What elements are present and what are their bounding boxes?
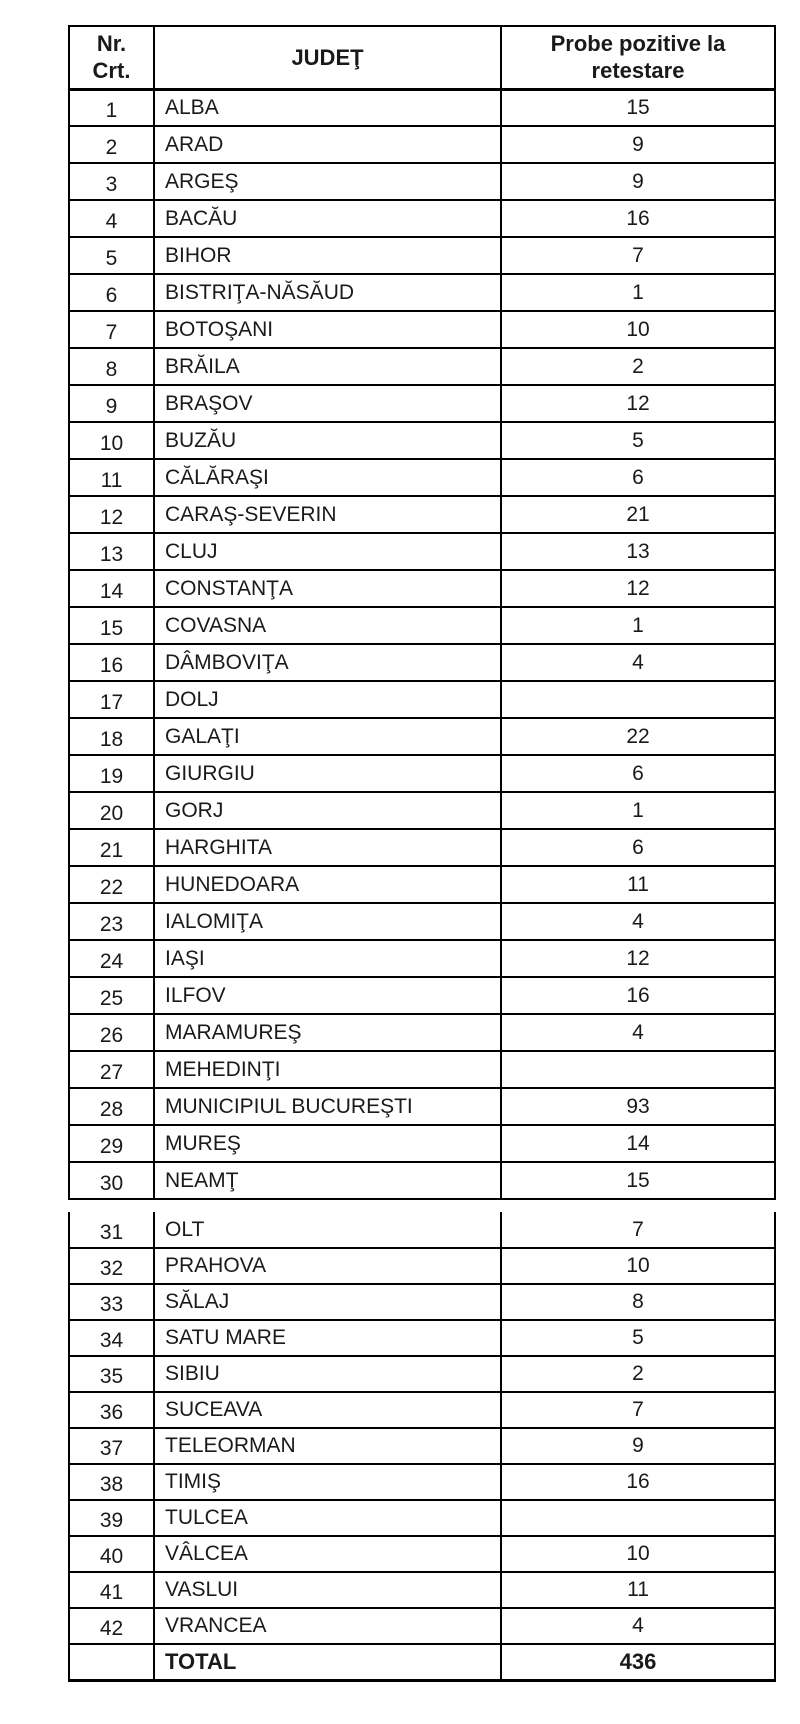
row-number-cell: 21 (69, 829, 154, 866)
county-name-cell: PRAHOVA (154, 1248, 501, 1284)
positive-count-cell (501, 1051, 775, 1088)
table-row (69, 422, 775, 459)
positive-count-cell: 4 (501, 903, 775, 940)
county-name-cell: SUCEAVA (154, 1392, 501, 1428)
county-table-section-2 (68, 1212, 776, 1682)
row-number-cell: 38 (69, 1464, 154, 1500)
county-name-cell: CĂLĂRAŞI (154, 459, 501, 496)
positive-count-cell: 10 (501, 311, 775, 348)
positive-count-cell: 22 (501, 718, 775, 755)
table-row (69, 1500, 775, 1536)
positive-count-cell: 16 (501, 1464, 775, 1500)
table-row (69, 1014, 775, 1051)
positive-count-cell: 10 (501, 1536, 775, 1572)
county-name-cell: ARGEŞ (154, 163, 501, 200)
positive-count-cell: 9 (501, 163, 775, 200)
county-name-cell: IALOMIŢA (154, 903, 501, 940)
positive-count-cell: 16 (501, 977, 775, 1014)
table-row (69, 89, 775, 126)
table-row (69, 1212, 775, 1248)
table-row (69, 755, 775, 792)
county-name-cell: ALBA (154, 89, 501, 126)
table-row (69, 1392, 775, 1428)
county-table-section-1 (68, 25, 776, 1200)
positive-count-cell: 7 (501, 1392, 775, 1428)
table-row (69, 348, 775, 385)
header-row (69, 26, 775, 89)
county-name-cell: MUREŞ (154, 1125, 501, 1162)
table-row (69, 200, 775, 237)
row-number-cell: 32 (69, 1248, 154, 1284)
positive-count-cell: 13 (501, 533, 775, 570)
positive-count-cell: 2 (501, 348, 775, 385)
table-row (69, 1320, 775, 1356)
row-number-cell: 42 (69, 1608, 154, 1644)
table-row (69, 1051, 775, 1088)
row-number-cell: 8 (69, 348, 154, 385)
positive-count-cell: 4 (501, 1014, 775, 1051)
positive-count-cell (501, 1500, 775, 1536)
positive-count-cell: 7 (501, 237, 775, 274)
row-number-cell: 40 (69, 1536, 154, 1572)
county-name-cell: GORJ (154, 792, 501, 829)
table-row (69, 607, 775, 644)
table-row (69, 977, 775, 1014)
table-row (69, 681, 775, 718)
row-number-cell: 23 (69, 903, 154, 940)
table-body-section-1 (69, 89, 775, 1199)
county-name-cell: BIHOR (154, 237, 501, 274)
table-row (69, 1428, 775, 1464)
row-number-cell: 5 (69, 237, 154, 274)
row-number-cell: 34 (69, 1320, 154, 1356)
table-row (69, 496, 775, 533)
row-number-cell: 22 (69, 866, 154, 903)
positive-count-cell: 10 (501, 1248, 775, 1284)
row-number-cell: 41 (69, 1572, 154, 1608)
row-number-cell: 7 (69, 311, 154, 348)
row-number-cell: 16 (69, 644, 154, 681)
table-row (69, 792, 775, 829)
positive-count-cell: 1 (501, 607, 775, 644)
row-number-cell: 19 (69, 755, 154, 792)
county-name-cell: CLUJ (154, 533, 501, 570)
county-name-cell: MUNICIPIUL BUCUREŞTI (154, 1088, 501, 1125)
table-body-section-2 (69, 1212, 775, 1644)
positive-count-cell: 6 (501, 755, 775, 792)
total-label-cell: TOTAL (154, 1644, 501, 1680)
positive-count-cell: 93 (501, 1088, 775, 1125)
row-number-cell: 30 (69, 1162, 154, 1199)
county-name-cell: HARGHITA (154, 829, 501, 866)
county-name-cell: TELEORMAN (154, 1428, 501, 1464)
county-name-cell: ARAD (154, 126, 501, 163)
county-name-cell: ILFOV (154, 977, 501, 1014)
row-number-cell: 20 (69, 792, 154, 829)
table-row (69, 311, 775, 348)
table-total-section (69, 1644, 775, 1680)
row-number-cell: 24 (69, 940, 154, 977)
row-number-cell: 1 (69, 89, 154, 126)
table-row (69, 940, 775, 977)
row-number-cell: 15 (69, 607, 154, 644)
county-name-cell: VÂLCEA (154, 1536, 501, 1572)
row-number-cell: 10 (69, 422, 154, 459)
table-row (69, 866, 775, 903)
positive-count-cell: 9 (501, 126, 775, 163)
county-name-cell: VASLUI (154, 1572, 501, 1608)
positive-count-cell: 14 (501, 1125, 775, 1162)
positive-count-cell: 6 (501, 459, 775, 496)
county-name-cell: DOLJ (154, 681, 501, 718)
table-row (69, 1162, 775, 1199)
positive-count-cell: 7 (501, 1212, 775, 1248)
row-number-cell: 28 (69, 1088, 154, 1125)
positive-count-cell: 1 (501, 274, 775, 311)
positive-count-cell: 2 (501, 1356, 775, 1392)
table-row (69, 385, 775, 422)
row-number-cell: 9 (69, 385, 154, 422)
table-row (69, 1608, 775, 1644)
table-row (69, 1356, 775, 1392)
county-name-cell: MEHEDINŢI (154, 1051, 501, 1088)
county-name-cell: TIMIŞ (154, 1464, 501, 1500)
positive-count-cell: 12 (501, 385, 775, 422)
table-row (69, 237, 775, 274)
county-name-cell: VRANCEA (154, 1608, 501, 1644)
positive-count-cell: 9 (501, 1428, 775, 1464)
row-number-cell: 17 (69, 681, 154, 718)
table-row (69, 1248, 775, 1284)
row-number-cell: 2 (69, 126, 154, 163)
row-number-cell: 36 (69, 1392, 154, 1428)
row-number-cell: 29 (69, 1125, 154, 1162)
county-name-cell: CARAŞ-SEVERIN (154, 496, 501, 533)
total-value-cell: 436 (501, 1644, 775, 1680)
table-row (69, 274, 775, 311)
positive-count-cell: 15 (501, 89, 775, 126)
county-name-cell: BACĂU (154, 200, 501, 237)
county-name-cell: SĂLAJ (154, 1284, 501, 1320)
row-number-cell: 35 (69, 1356, 154, 1392)
positive-count-cell: 11 (501, 866, 775, 903)
positive-count-cell: 5 (501, 1320, 775, 1356)
total-nr-cell (69, 1644, 154, 1680)
row-number-cell: 33 (69, 1284, 154, 1320)
table-row (69, 829, 775, 866)
row-number-cell: 27 (69, 1051, 154, 1088)
county-name-cell: BOTOŞANI (154, 311, 501, 348)
row-number-cell: 4 (69, 200, 154, 237)
county-name-cell: MARAMUREŞ (154, 1014, 501, 1051)
row-number-cell: 6 (69, 274, 154, 311)
positive-count-cell (501, 681, 775, 718)
row-number-cell: 25 (69, 977, 154, 1014)
table-row (69, 570, 775, 607)
header-nr-crt: Nr. Crt. (69, 26, 154, 89)
positive-count-cell: 6 (501, 829, 775, 866)
table-row (69, 533, 775, 570)
county-name-cell: SATU MARE (154, 1320, 501, 1356)
county-name-cell: BRĂILA (154, 348, 501, 385)
table-row (69, 1464, 775, 1500)
county-name-cell: TULCEA (154, 1500, 501, 1536)
table-row (69, 163, 775, 200)
table-row (69, 718, 775, 755)
positive-count-cell: 4 (501, 1608, 775, 1644)
county-name-cell: SIBIU (154, 1356, 501, 1392)
row-number-cell: 14 (69, 570, 154, 607)
row-number-cell: 18 (69, 718, 154, 755)
row-number-cell: 13 (69, 533, 154, 570)
positive-count-cell: 21 (501, 496, 775, 533)
table-row (69, 1125, 775, 1162)
row-number-cell: 31 (69, 1212, 154, 1248)
row-number-cell: 26 (69, 1014, 154, 1051)
row-number-cell: 11 (69, 459, 154, 496)
positive-count-cell: 4 (501, 644, 775, 681)
table-row (69, 1536, 775, 1572)
row-number-cell: 3 (69, 163, 154, 200)
total-row (69, 1644, 775, 1680)
county-name-cell: GIURGIU (154, 755, 501, 792)
row-number-cell: 12 (69, 496, 154, 533)
county-name-cell: BUZĂU (154, 422, 501, 459)
positive-count-cell: 16 (501, 200, 775, 237)
county-name-cell: BRAŞOV (154, 385, 501, 422)
positive-count-cell: 11 (501, 1572, 775, 1608)
table-row (69, 1572, 775, 1608)
county-name-cell: BISTRIŢA-NĂSĂUD (154, 274, 501, 311)
header-judet: JUDEŢ (154, 26, 501, 89)
positive-count-cell: 1 (501, 792, 775, 829)
county-name-cell: OLT (154, 1212, 501, 1248)
table-header (69, 26, 775, 89)
county-name-cell: GALAŢI (154, 718, 501, 755)
table-row (69, 126, 775, 163)
county-name-cell: NEAMŢ (154, 1162, 501, 1199)
table-row (69, 1284, 775, 1320)
county-name-cell: IAŞI (154, 940, 501, 977)
county-name-cell: DÂMBOVIŢA (154, 644, 501, 681)
positive-count-cell: 15 (501, 1162, 775, 1199)
row-number-cell: 37 (69, 1428, 154, 1464)
table-row (69, 1088, 775, 1125)
county-name-cell: HUNEDOARA (154, 866, 501, 903)
positive-count-cell: 12 (501, 940, 775, 977)
positive-count-cell: 8 (501, 1284, 775, 1320)
table-row (69, 644, 775, 681)
header-probe-pozitive: Probe pozitive la retestare (501, 26, 775, 89)
table-row (69, 459, 775, 496)
row-number-cell: 39 (69, 1500, 154, 1536)
table-row (69, 903, 775, 940)
county-name-cell: COVASNA (154, 607, 501, 644)
positive-count-cell: 12 (501, 570, 775, 607)
county-name-cell: CONSTANŢA (154, 570, 501, 607)
positive-count-cell: 5 (501, 422, 775, 459)
